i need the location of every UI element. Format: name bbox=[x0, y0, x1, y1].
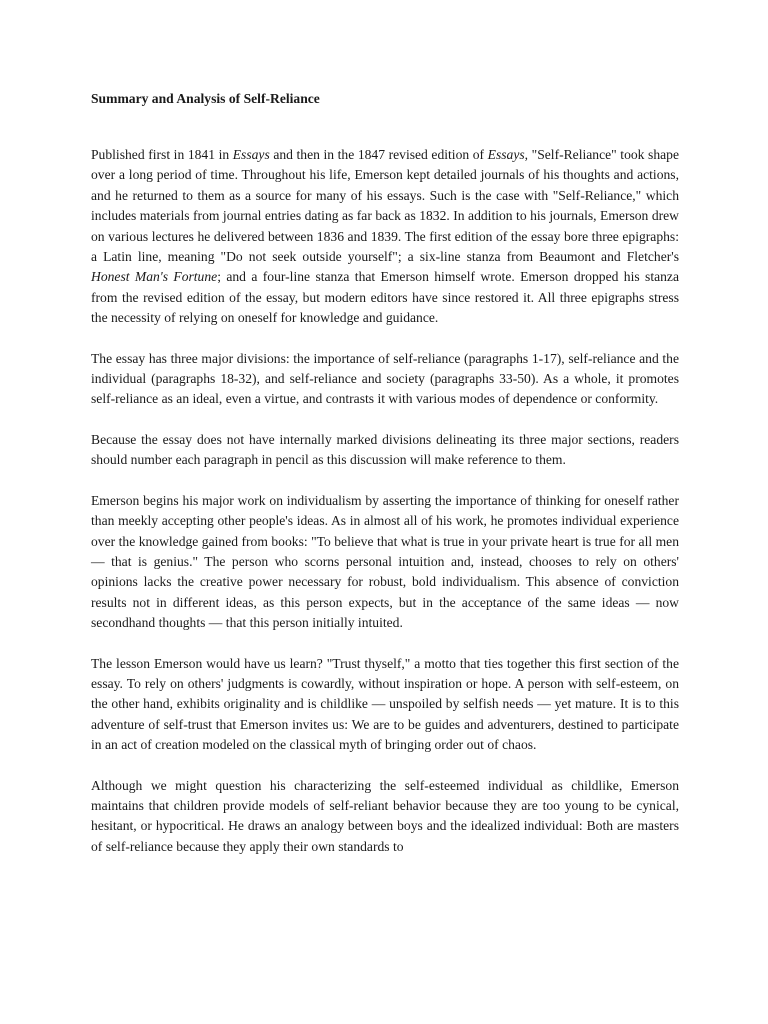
paragraph-2 bbox=[91, 349, 679, 410]
paragraph-text: ; and a four-line stanza that Emerson himself wrote. Emerson dropped his stanza from the revised edition of the essay, but modern editors have since restored it. All three epigraphs stress the necessity of relying on oneself for knowledge and guidance. bbox=[91, 269, 679, 326]
paragraph-text: The lesson Emerson would have us learn? "Trust thyself," a motto that ties together this first section of the essay. To rely on others' judgments is cowardly, without inspiration or hope. A person with self-esteem, on the other hand, exhibits originality and is childlike — unspoiled by selfish needs — yet mature. It is to this adventure of self-trust that Emerson invites us: We are to be guides and adventurers, destined to participate in an act of creation modeled on the classical myth of bringing order out of chaos. bbox=[91, 655, 679, 753]
document-body bbox=[91, 89, 679, 871]
paragraph-text: Emerson begins his major work on individualism by asserting the importance of thinking for oneself rather than meekly accepting other people's ideas. As in almost all of his work, he promotes individual experience over the knowledge gained from books: "To believe that what is true in your private heart is true for all men — that is genius." The person who scorns personal intuition and, instead, chooses to rely on others' opinions lacks the creative power necessary for robust, bold individualism. This absence of conviction results not in different ideas, as this person expects, but in the acceptance of the same ideas — now secondhand thoughts — that this person initially intuited. bbox=[91, 492, 679, 631]
book-title: Honest Man's Fortune bbox=[91, 269, 218, 285]
paragraph-text: Although we might question his characterizing the self-esteemed individual as childlike, Emerson maintains that children provide models of self-reliant behavior because they are too young to be cynical, hesitant, or hypocritical. He draws an analogy between boys and the idealized individual: Both are masters of self-reliance because they apply their own standards to bbox=[91, 777, 679, 854]
paragraph-text: The essay has three major divisions: the importance of self-reliance (paragraphs 1-17), self-reliance and the individual (paragraphs 18-32), and self-reliance and society (paragraphs 33-50). As a whole, it promotes self-reliance as an ideal, even a virtue, and contrasts it with various modes of dependence or conformity. bbox=[91, 350, 679, 407]
paragraph-text: Because the essay does not have internally marked divisions delineating its three major sections, readers should number each paragraph in pencil as this discussion will make reference to them. bbox=[91, 431, 679, 468]
paragraph-3 bbox=[91, 430, 679, 471]
paragraph-5 bbox=[91, 654, 679, 756]
paragraph-text: and then in the 1847 revised edition of bbox=[269, 147, 488, 162]
book-title: Essays bbox=[487, 147, 525, 162]
document-title: Summary and Analysis of Self-Reliance bbox=[91, 91, 320, 106]
paragraph-1 bbox=[91, 145, 679, 329]
paragraph-6 bbox=[91, 776, 679, 858]
book-title: Essays bbox=[232, 147, 270, 162]
paragraph-text: , "Self-Reliance" took shape over a long period of time. Throughout his life, Emerson kept detailed journals of his thoughts and actions, and he returned to them as a source for many of his essays. Such is the case with "Self-Reliance," which includes materials from journal entries dating as far back as 1832. In addition to his journals, Emerson drew on various lectures he delivered between 1836 and 1839. The first edition of the essay bore three epigraphs: a Latin line, meaning "Do not seek outside yourself"; a six-line stanza from Beaumont and Fletcher's bbox=[91, 147, 679, 265]
paragraph-text: Published first in 1841 in bbox=[91, 147, 233, 162]
paragraph-4 bbox=[91, 491, 679, 634]
